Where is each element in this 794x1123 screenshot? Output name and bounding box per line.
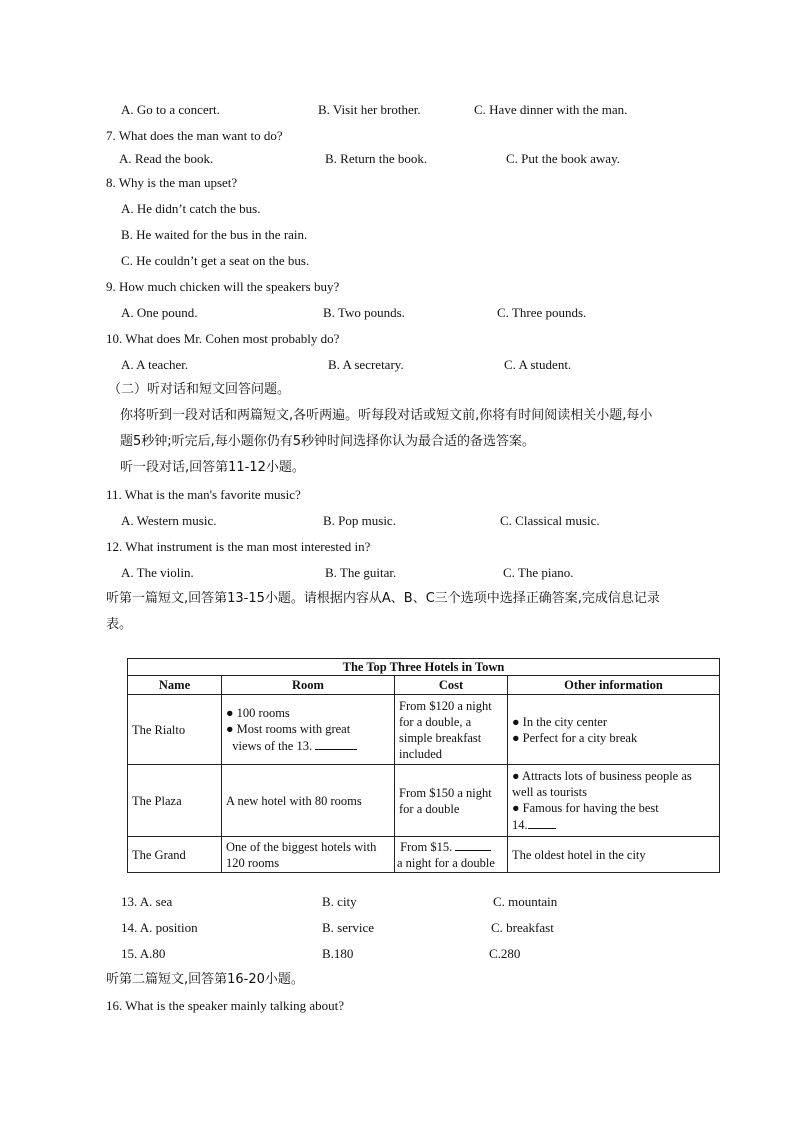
grand-other: The oldest hotel in the city (508, 837, 720, 873)
plaza-other (508, 765, 720, 837)
q7-option-b: B. Return the book. (325, 151, 428, 166)
q14-option-a: 14. A. position (121, 920, 198, 935)
q12-option-a: A. The violin. (121, 565, 194, 580)
q16-stem: 16. What is the speaker mainly talking about? (106, 998, 345, 1013)
grand-cost-line2: a night for a double (397, 856, 495, 870)
q11-option-c: C. Classical music. (500, 513, 600, 528)
plaza-name: The Plaza (128, 765, 222, 837)
q10-option-b: B. A secretary. (328, 357, 404, 372)
q11-option-a: A. Western music. (121, 513, 217, 528)
q10-option-a: A. A teacher. (121, 357, 189, 372)
section2-instruction-line2: 题5秒钟;听完后,每小题你仍有5秒钟时间选择你认为最合适的备选答案。 (120, 434, 536, 449)
q9-option-a: A. One pound. (121, 305, 198, 320)
table-row-plaza (128, 765, 720, 837)
grand-cost (395, 837, 508, 873)
q8-option-a: A. He didn’t catch the bus. (121, 201, 261, 216)
q8-stem: 8. Why is the man upset? (106, 175, 238, 190)
passage2-intro: 听第二篇短文,回答第16-20小题。 (106, 972, 304, 987)
table-row-rialto (128, 695, 720, 765)
answer-blank-15 (455, 838, 491, 851)
passage1-intro-line1: 听第一篇短文,回答第13-15小题。请根据内容从A、B、C三个选项中选择正确答案,完成信息记录 (106, 591, 660, 606)
q6-option-b: B. Visit her brother. (318, 102, 421, 117)
q6-option-c: C. Have dinner with the man. (474, 102, 628, 117)
header-room: Room (222, 676, 395, 695)
q12-option-b: B. The guitar. (325, 565, 397, 580)
q14-option-c: C. breakfast (491, 920, 554, 935)
grand-name: The Grand (128, 837, 222, 873)
q13-option-b: B. city (322, 894, 357, 909)
q12-stem: 12. What instrument is the man most interested in? (106, 539, 371, 554)
rialto-cost: From $120 a night for a double, a simple breakfast included (395, 695, 508, 765)
q7-option-a: A. Read the book. (119, 151, 214, 166)
plaza-other-line3 (512, 816, 715, 833)
q7-stem: 7. What does the man want to do? (106, 128, 283, 143)
section2-heading: （二）听对话和短文回答问题。 (108, 382, 291, 397)
rialto-name: The Rialto (128, 695, 222, 765)
answer-blank-13 (315, 737, 357, 750)
q15-option-b: B.180 (322, 946, 354, 961)
dialogue-intro: 听一段对话,回答第11-12小题。 (120, 460, 305, 475)
q8-option-c: C. He couldn’t get a seat on the bus. (121, 253, 310, 268)
q7-option-c: C. Put the book away. (506, 151, 620, 166)
rialto-room (222, 695, 395, 765)
rialto-room-line3 (226, 737, 390, 754)
q10-option-c: C. A student. (504, 357, 572, 372)
plaza-room: A new hotel with 80 rooms (222, 765, 395, 837)
q10-stem: 10. What does Mr. Cohen most probably do? (106, 331, 340, 346)
table-title: The Top Three Hotels in Town (128, 659, 720, 676)
grand-cost-blank-label: From $15. (400, 840, 453, 854)
hotels-info-table (127, 658, 720, 873)
q11-stem: 11. What is the man's favorite music? (106, 487, 301, 502)
grand-cost-line1 (397, 838, 505, 855)
grand-room: One of the biggest hotels with 120 rooms (222, 837, 395, 873)
q13-option-a: 13. A. sea (121, 894, 173, 909)
plaza-cost: From $150 a night for a double (395, 765, 508, 837)
q9-option-c: C. Three pounds. (497, 305, 587, 320)
q12-option-c: C. The piano. (503, 565, 574, 580)
plaza-blank-label: 14. (512, 818, 528, 832)
header-other-information: Other information (508, 676, 720, 695)
passage1-intro-line2: 表。 (106, 617, 133, 632)
q9-stem: 9. How much chicken will the speakers buy? (106, 279, 340, 294)
q11-option-b: B. Pop music. (323, 513, 396, 528)
q6-option-a: A. Go to a concert. (121, 102, 220, 117)
section2-instruction-line1: 你将听到一段对话和两篇短文,各听两遍。听每段对话或短文前,你将有时间阅读相关小题,每小 (120, 408, 653, 423)
q14-option-b: B. service (322, 920, 374, 935)
q13-option-c: C. mountain (493, 894, 558, 909)
rialto-other (508, 695, 720, 765)
rialto-other-line2: ● Perfect for a city break (512, 730, 638, 745)
rialto-other-line1: ● In the city center (512, 714, 608, 729)
header-name: Name (128, 676, 222, 695)
header-cost: Cost (395, 676, 508, 695)
q8-option-b: B. He waited for the bus in the rain. (121, 227, 308, 242)
q9-option-b: B. Two pounds. (323, 305, 405, 320)
rialto-room-line1: ● 100 rooms (226, 706, 290, 720)
answer-blank-14 (528, 816, 556, 829)
q15-option-a: 15. A.80 (121, 946, 166, 961)
plaza-other-line2: ● Famous for having the best (512, 801, 659, 815)
plaza-other-line1: ● Attracts lots of business people as well as tourists (512, 769, 692, 799)
rialto-room-line2: ● Most rooms with great (226, 722, 351, 736)
q15-option-c: C.280 (489, 946, 521, 961)
rialto-room-blank-label: views of the 13. (232, 739, 313, 753)
table-row-grand (128, 837, 720, 873)
